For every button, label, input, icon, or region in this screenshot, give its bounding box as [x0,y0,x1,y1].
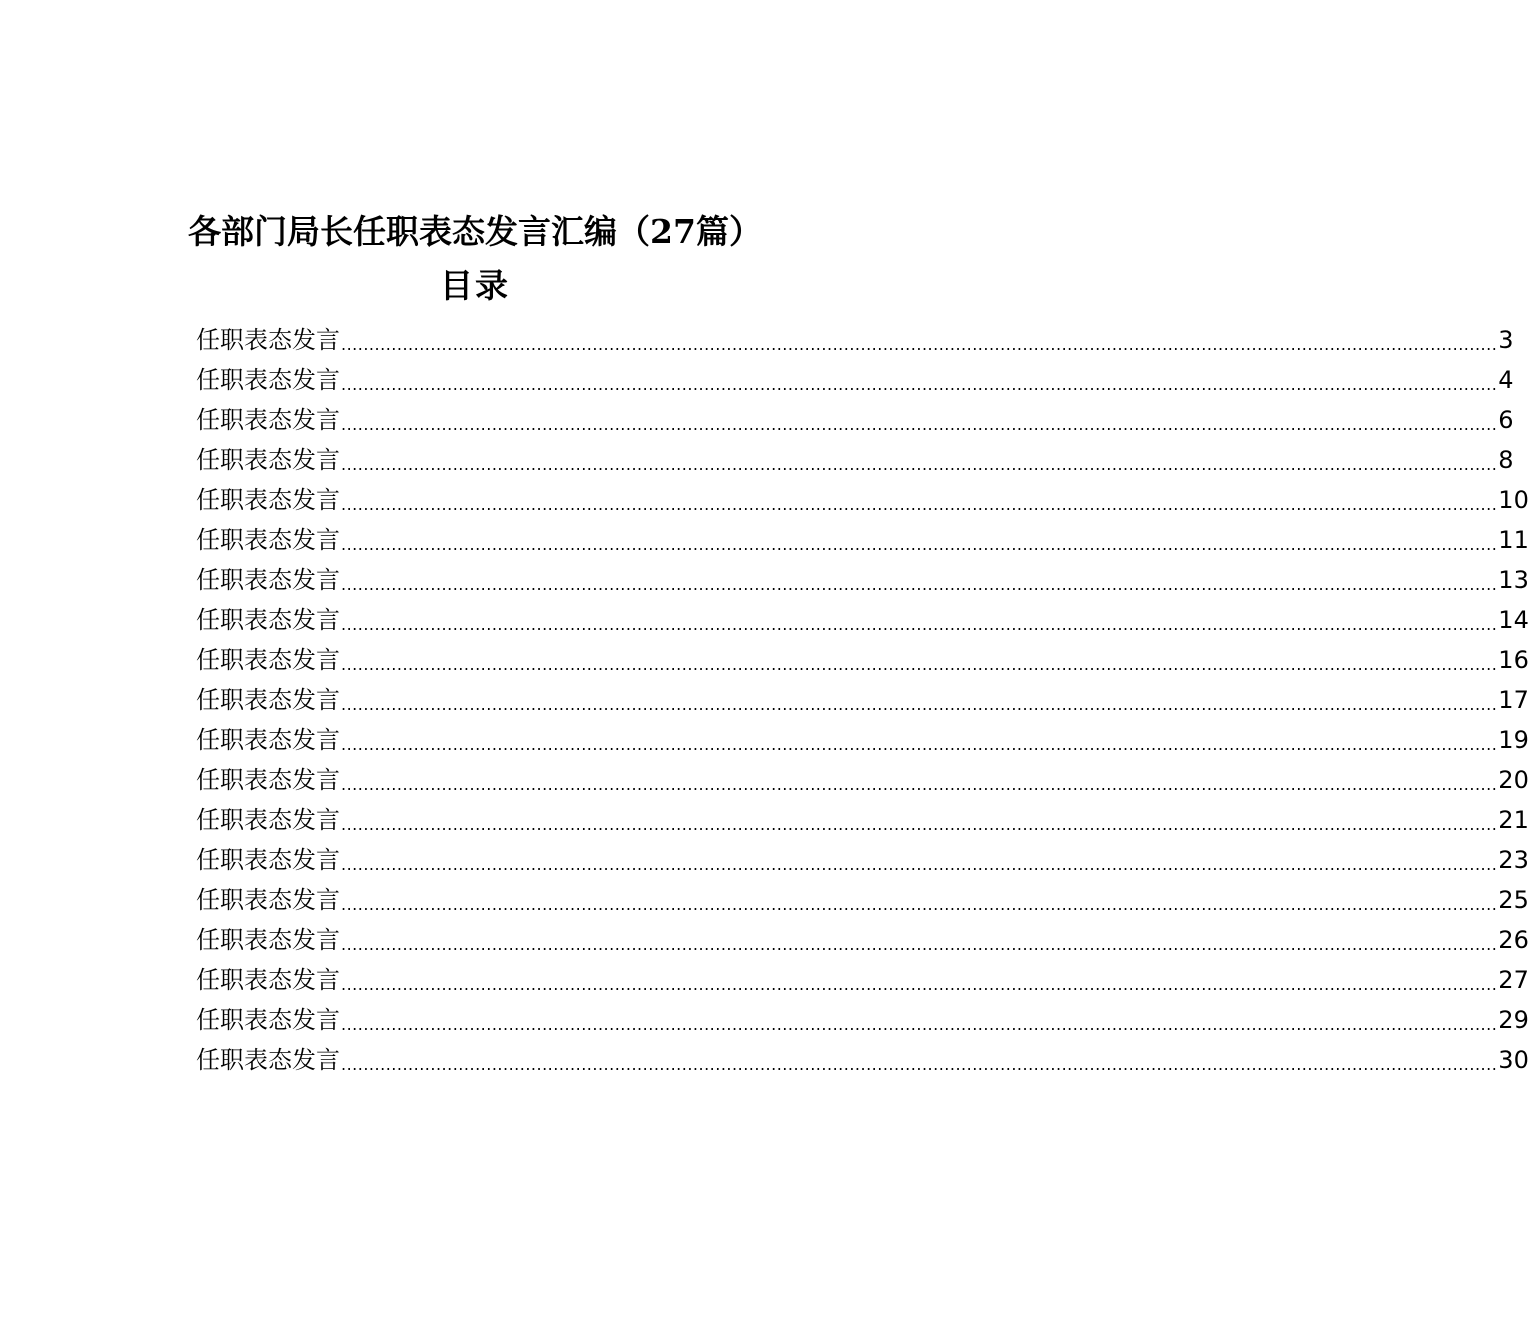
toc-leader-dots: ............................................................................................................................................................................................................... [341,975,1498,994]
toc-entry-page: 8 [1498,446,1514,474]
toc-entry-page: 21 [1498,806,1529,834]
toc-entry-label: 任职表态发言 [196,646,340,674]
toc-entry-page: 25 [1498,886,1529,914]
toc-entry-page: 19 [1498,726,1529,754]
toc-leader-dots: ............................................................................................................................................................................................................... [341,775,1498,794]
toc-leader-dots: ............................................................................................................................................................................................................... [341,1055,1498,1074]
toc-entry[interactable] [196,480,1529,520]
toc-entry-label: 任职表态发言 [196,886,340,914]
toc-entry[interactable] [196,720,1529,760]
toc-entry-page: 30 [1498,1046,1529,1074]
toc-entry-label: 任职表态发言 [196,406,340,434]
toc-leader-dots: ............................................................................................................................................................................................................... [341,1015,1498,1034]
toc-entry-page: 23 [1498,846,1529,874]
toc-entry-label: 任职表态发言 [196,366,340,394]
toc-entry-label: 任职表态发言 [196,1046,340,1074]
table-of-contents [196,320,1529,1080]
toc-entry[interactable] [196,640,1529,680]
toc-entry-page: 4 [1498,366,1514,394]
toc-entry-page: 13 [1498,566,1529,594]
toc-entry-page: 17 [1498,686,1529,714]
toc-entry[interactable] [196,920,1529,960]
toc-leader-dots: ............................................................................................................................................................................................................... [341,655,1498,674]
toc-entry[interactable] [196,560,1529,600]
toc-entry[interactable] [196,1040,1529,1080]
document-title [0,210,950,254]
toc-leader-dots: ............................................................................................................................................................................................................... [341,455,1498,474]
toc-entry[interactable] [196,960,1529,1000]
toc-leader-dots: ............................................................................................................................................................................................................... [341,695,1498,714]
toc-entry-label: 任职表态发言 [196,846,340,874]
toc-entry-label: 任职表态发言 [196,326,340,354]
toc-entry-page: 26 [1498,926,1529,954]
toc-entry-page: 27 [1498,966,1529,994]
toc-leader-dots: ............................................................................................................................................................................................................... [341,615,1498,634]
toc-entry[interactable] [196,600,1529,640]
toc-entry[interactable] [196,320,1514,360]
toc-leader-dots: ............................................................................................................................................................................................................... [341,855,1498,874]
toc-entry[interactable] [196,360,1514,400]
toc-entry-label: 任职表态发言 [196,806,340,834]
toc-entry[interactable] [196,880,1529,920]
toc-leader-dots: ............................................................................................................................................................................................................... [341,375,1498,394]
title-number: 27 [650,212,696,252]
toc-entry-label: 任职表态发言 [196,1006,340,1034]
toc-entry-label: 任职表态发言 [196,766,340,794]
toc-leader-dots: ............................................................................................................................................................................................................... [341,815,1498,834]
toc-leader-dots: ............................................................................................................................................................................................................... [341,895,1498,914]
toc-entry-page: 10 [1498,486,1529,514]
toc-entry[interactable] [196,800,1529,840]
toc-leader-dots: ............................................................................................................................................................................................................... [341,575,1498,594]
toc-entry[interactable] [196,840,1529,880]
toc-entry-page: 29 [1498,1006,1529,1034]
toc-entry-label: 任职表态发言 [196,566,340,594]
toc-entry-page: 14 [1498,606,1529,634]
toc-entry-label: 任职表态发言 [196,486,340,514]
toc-entry[interactable] [196,680,1529,720]
toc-entry-label: 任职表态发言 [196,686,340,714]
toc-leader-dots: ............................................................................................................................................................................................................... [341,935,1498,954]
toc-entry-label: 任职表态发言 [196,966,340,994]
toc-entry-page: 11 [1498,526,1529,554]
toc-leader-dots: ............................................................................................................................................................................................................... [341,495,1498,514]
toc-leader-dots: ............................................................................................................................................................................................................... [341,735,1498,754]
title-suffix: 篇） [695,212,762,252]
toc-entry[interactable] [196,440,1514,480]
toc-entry[interactable] [196,1000,1529,1040]
toc-entry-label: 任职表态发言 [196,526,340,554]
toc-leader-dots: ............................................................................................................................................................................................................... [341,415,1498,434]
toc-entry[interactable] [196,520,1529,560]
toc-entry[interactable] [196,760,1529,800]
toc-entry-page: 16 [1498,646,1529,674]
toc-entry-label: 任职表态发言 [196,926,340,954]
toc-heading: 目录 [440,266,510,305]
toc-entry-page: 20 [1498,766,1529,794]
toc-entry-label: 任职表态发言 [196,446,340,474]
toc-entry[interactable] [196,400,1514,440]
toc-leader-dots: ............................................................................................................................................................................................................... [341,335,1498,354]
toc-entry-label: 任职表态发言 [196,726,340,754]
toc-entry-label: 任职表态发言 [196,606,340,634]
toc-entry-page: 3 [1498,326,1514,354]
toc-entry-page: 6 [1498,406,1514,434]
toc-leader-dots: ............................................................................................................................................................................................................... [341,535,1498,554]
title-prefix: 各部门局长任职表态发言汇编（ [188,212,651,252]
